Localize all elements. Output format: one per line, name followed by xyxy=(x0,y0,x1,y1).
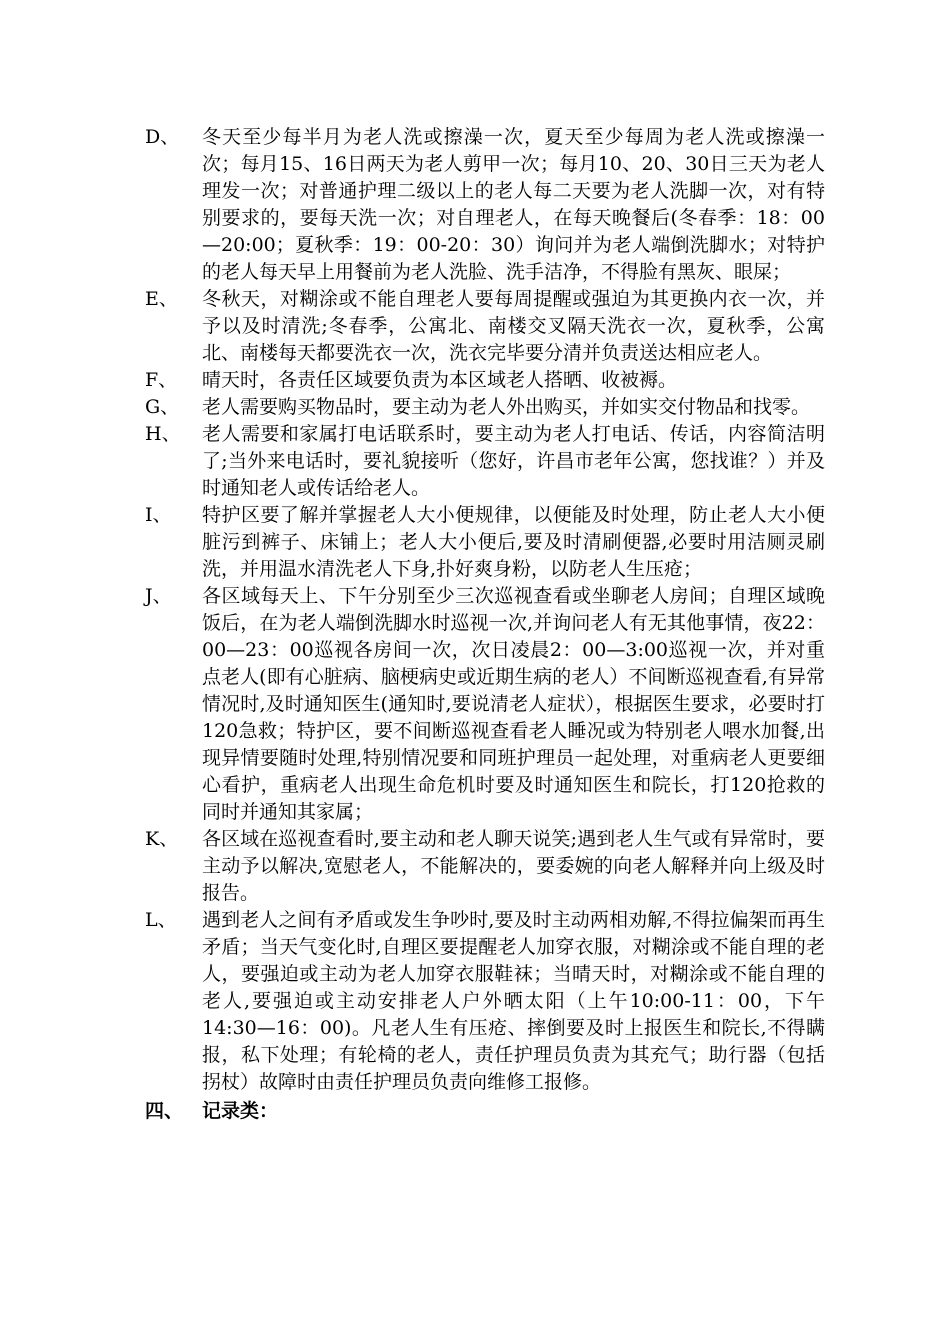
item-label: I、 xyxy=(145,504,172,526)
list-item-d xyxy=(145,124,825,286)
item-text: 特护区要了解并掌握老人大小便规律，以便能及时处理，防止老人大小便脏污到裤子、床铺上；老人大小便后,要及时清刷便器,必要时用洁厕灵刷洗，并用温水清洗老人下身,扑好爽身粉，以防老人生压疮； xyxy=(202,504,825,580)
list-item-f xyxy=(145,367,825,394)
item-text: 各区域在巡视查看时,要主动和老人聊天说笑;遇到老人生气或有异常时，要主动予以解决,宽慰老人，不能解决的，要委婉的向老人解释并向上级及时报告。 xyxy=(202,828,825,904)
list-item-g xyxy=(145,394,825,421)
list-item-j xyxy=(145,583,825,826)
item-text: 遇到老人之间有矛盾或发生争吵时,要及时主动两相劝解,不得拉偏架而再生矛盾；当天气变化时,自理区要提醒老人加穿衣服，对糊涂或不能自理的老人，要强迫或主动为老人加穿衣服鞋袜；当晴天时，对糊涂或不能自理的老人,要强迫或主动安排老人户外晒太阳（上午10:00-11：00，下午14:30—16：00)。凡老人生有压疮、摔倒要及时上报医生和院长,不得瞒报，私下处理；有轮椅的老人，责任护理员负责为其充气；助行器（包括拐杖）故障时由责任护理员负责向维修工报修。 xyxy=(202,909,825,1093)
section-number: 四、 xyxy=(145,1100,184,1122)
list-item-i xyxy=(145,502,825,583)
item-label: G、 xyxy=(145,396,180,418)
item-text: 老人需要和家属打电话联系时，要主动为老人打电话、传话，内容简洁明了;当外来电话时，要礼貌接听（您好，许昌市老年公寓，您找谁？）并及时通知老人或传话给老人。 xyxy=(202,423,825,499)
item-text: 冬秋天，对糊涂或不能自理老人要每周提醒或强迫为其更换内衣一次，并予以及时清洗;冬春季，公寓北、南楼交叉隔天洗衣一次，夏秋季，公寓北、南楼每天都要洗衣一次，洗衣完毕要分清并负责送达相应老人。 xyxy=(202,288,825,364)
item-label: K、 xyxy=(145,828,179,850)
item-list xyxy=(145,124,825,1125)
item-label: H、 xyxy=(145,423,181,445)
item-text: 晴天时，各责任区域要负责为本区域老人搭晒、收被褥。 xyxy=(202,369,678,391)
item-text: 老人需要购买物品时，要主动为老人外出购买，并如实交付物品和找零。 xyxy=(202,396,811,418)
list-item-k xyxy=(145,826,825,907)
list-item-l xyxy=(145,907,825,1096)
item-text: 冬天至少每半月为老人洗或擦澡一次，夏天至少每周为老人洗或擦澡一次；每月15、16日两天为老人剪甲一次；每月10、20、30日三天为老人理发一次；对普通护理二级以上的老人每二天要为老人洗脚一次，对有特别要求的，要每天洗一次；对自理老人，在每天晚餐后(冬春季：18：00—20:00；夏秋季：19：00-20：30）询问并为老人端倒洗脚水；对特护的老人每天早上用餐前为老人洗脸、洗手洁净，不得脸有黑灰、眼屎； xyxy=(202,126,825,283)
item-label: L、 xyxy=(145,909,177,931)
item-label: E、 xyxy=(145,288,178,310)
item-text: 各区域每天上、下午分别至少三次巡视查看或坐聊老人房间；自理区域晚饭后，在为老人端倒洗脚水时巡视一次,并询问老人有无其他事情，夜22：00—23：00巡视各房间一次，次日凌晨2：00—3:00巡视一次，并对重点老人(即有心脏病、脑梗病史或近期生病的老人）不间断巡视查看,有异常情况时,及时通知医生(通知时,要说清老人症状），根据医生要求，必要时打120急救；特护区，要不间断巡视查看老人睡况或为特别老人喂水加餐,出现异情要随时处理,特别情况要和同班护理员一起处理，对重病老人更要细心看护，重病老人出现生命危机时要及时通知医生和院长，打120抢救的同时并通知其家属； xyxy=(202,585,825,823)
section-title: 记录类： xyxy=(202,1100,279,1122)
list-item-e xyxy=(145,286,825,367)
item-label: J、 xyxy=(145,585,172,607)
item-label: F、 xyxy=(145,369,178,391)
section-heading xyxy=(145,1098,825,1125)
list-item-h xyxy=(145,421,825,502)
item-label: D、 xyxy=(145,126,180,148)
